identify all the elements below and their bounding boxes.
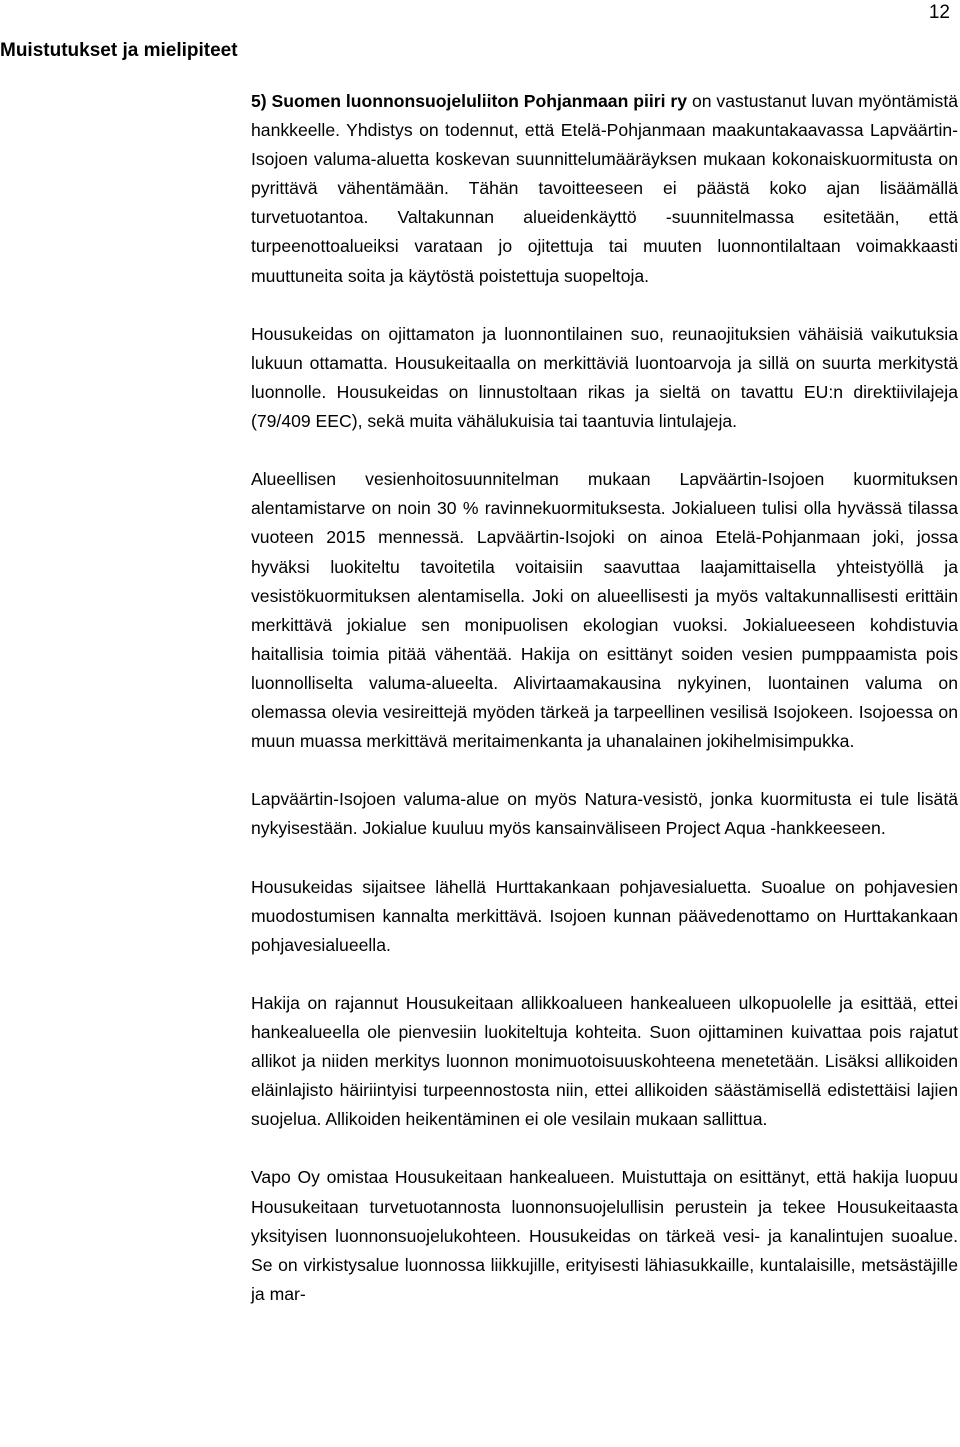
paragraph-text: on vastustanut luvan myöntämistä hankkeelle. Yhdistys on todennut, että Etelä-Pohjanmaan maakuntakaavassa Lapväärtin-Isojoen valuma-aluetta koskevan suunnittelumääräyksen mukaan kokonaiskuormitusta on pyrittävä vähentämään. Tähän tavoitteeseen ei päästä koko ajan lisäämällä turvetuotantoa. Valtakunnan alueidenkäyttö -suunnitelmassa esitetään, että turpeenottoalueiksi varataan jo ojitettuja tai muuten luonnontilaltaan voimakkaasti muuttuneita soita ja käytöstä poistettuja suopeltoja.	[251, 91, 958, 286]
page-number: 12	[928, 2, 950, 23]
paragraph-pools: Hakija on rajannut Housukeitaan allikkoalueen hankealueen ulkopuolelle ja esittää, ettei hankealueella ole pienvesiin luokiteltuja kohteita. Suon ojittaminen kuivattaa pois rajatut allikot ja niiden merkitys luonnon monimuotoisuuskohteena menetetään. Lisäksi allikoiden eläinlajisto häiriintyisi turpeennostosta niin, ettei allikoiden säästämisellä edistettäisi lajien suojelua. Allikoiden heikentäminen ei ole vesilain mukaan sallittua.	[251, 992, 958, 1130]
paragraph-water-management: Alueellisen vesienhoitosuunnitelman mukaan Lapväärtin-Isojoen kuormituksen alentamistarve on noin 30 % ravinnekuormituksesta. Jokialueen tulisi olla hyvässä tilassa vuoteen 2015 mennessä. Lapväärtin-Isojoki on ainoa Etelä-Pohjanmaan joki, jossa hyväksi luokiteltu tavoitetila voitaisiin saavuttaa laajamittaisella yhteistyöllä ja vesistökuormituksen alentamisella. Joki on alueellisesti ja myös valtakunnallisesti erittäin merkittävä jokialue sen monipuolisen ekologian vuoksi. Jokialueeseen kohdistuvia haitallisia toimia pitää vähentää. Hakija on esittänyt soiden vesien pumppaamista pois luonnolliselta valuma-alueelta. Alivirtaamakausina nykyinen, luontainen valuma on olemassa olevia vesireittejä myöden tärkeä ja tarpeellinen vesilisä Isojokeen. Isojoessa on muun muassa merkittävä meritaimenkanta ja uhanalainen jokihelmisimpukka.	[251, 469, 958, 752]
section-title: Muistutukset ja mielipiteet	[0, 40, 238, 61]
paragraph-natura: Lapväärtin-Isojoen valuma-alue on myös Natura-vesistö, jonka kuormitusta ei tule lisätä nykyisestään. Jokialue kuuluu myös kansainväliseen Project Aqua -hankkeeseen.	[251, 789, 958, 839]
paragraph-groundwater: Housukeidas sijaitsee lähellä Hurttakankaan pohjavesialuetta. Suoalue on pohjavesien muodostumisen kannalta merkittävä. Isojoen kunnan päävedenottamo on Hurttakankaan pohjavesialueella.	[251, 876, 958, 955]
paragraph-vapo: Vapo Oy omistaa Housukeitaan hankealueen. Muistuttaja on esittänyt, että hakija luopuu Housukeitaan turvetuotannosta luonnonsuojelullisin perustein ja tekee Housukeitaasta yksityisen luonnonsuojelukohteen. Housukeidas on tärkeä vesi- ja kanalintujen suoalue. Se on virkistysalue luonnossa liikkujille, erityisesti lähiasukkaille, kuntalaisille, metsästäjille ja mar-	[251, 1167, 958, 1304]
paragraph-housukeidas: Housukeidas on ojittamaton ja luonnontilainen suo, reunaojituksien vähäisiä vaikutuksia lukuun ottamatta. Housukeitaalla on merkittäviä luontoarvoja ja sillä on suurta merkitystä luonnolle. Housukeidas on linnustoltaan rikas ja sieltä on tavattu EU:n direktiivilajeja (79/409 EEC), sekä muita vähälukuisia tai taantuvia lintulajeja.	[251, 323, 958, 432]
body-text	[251, 87, 958, 1338]
paragraph-objection	[251, 87, 958, 291]
objector-name: 5) Suomen luonnonsuojeluliiton Pohjanmaan piiri ry	[251, 91, 688, 111]
